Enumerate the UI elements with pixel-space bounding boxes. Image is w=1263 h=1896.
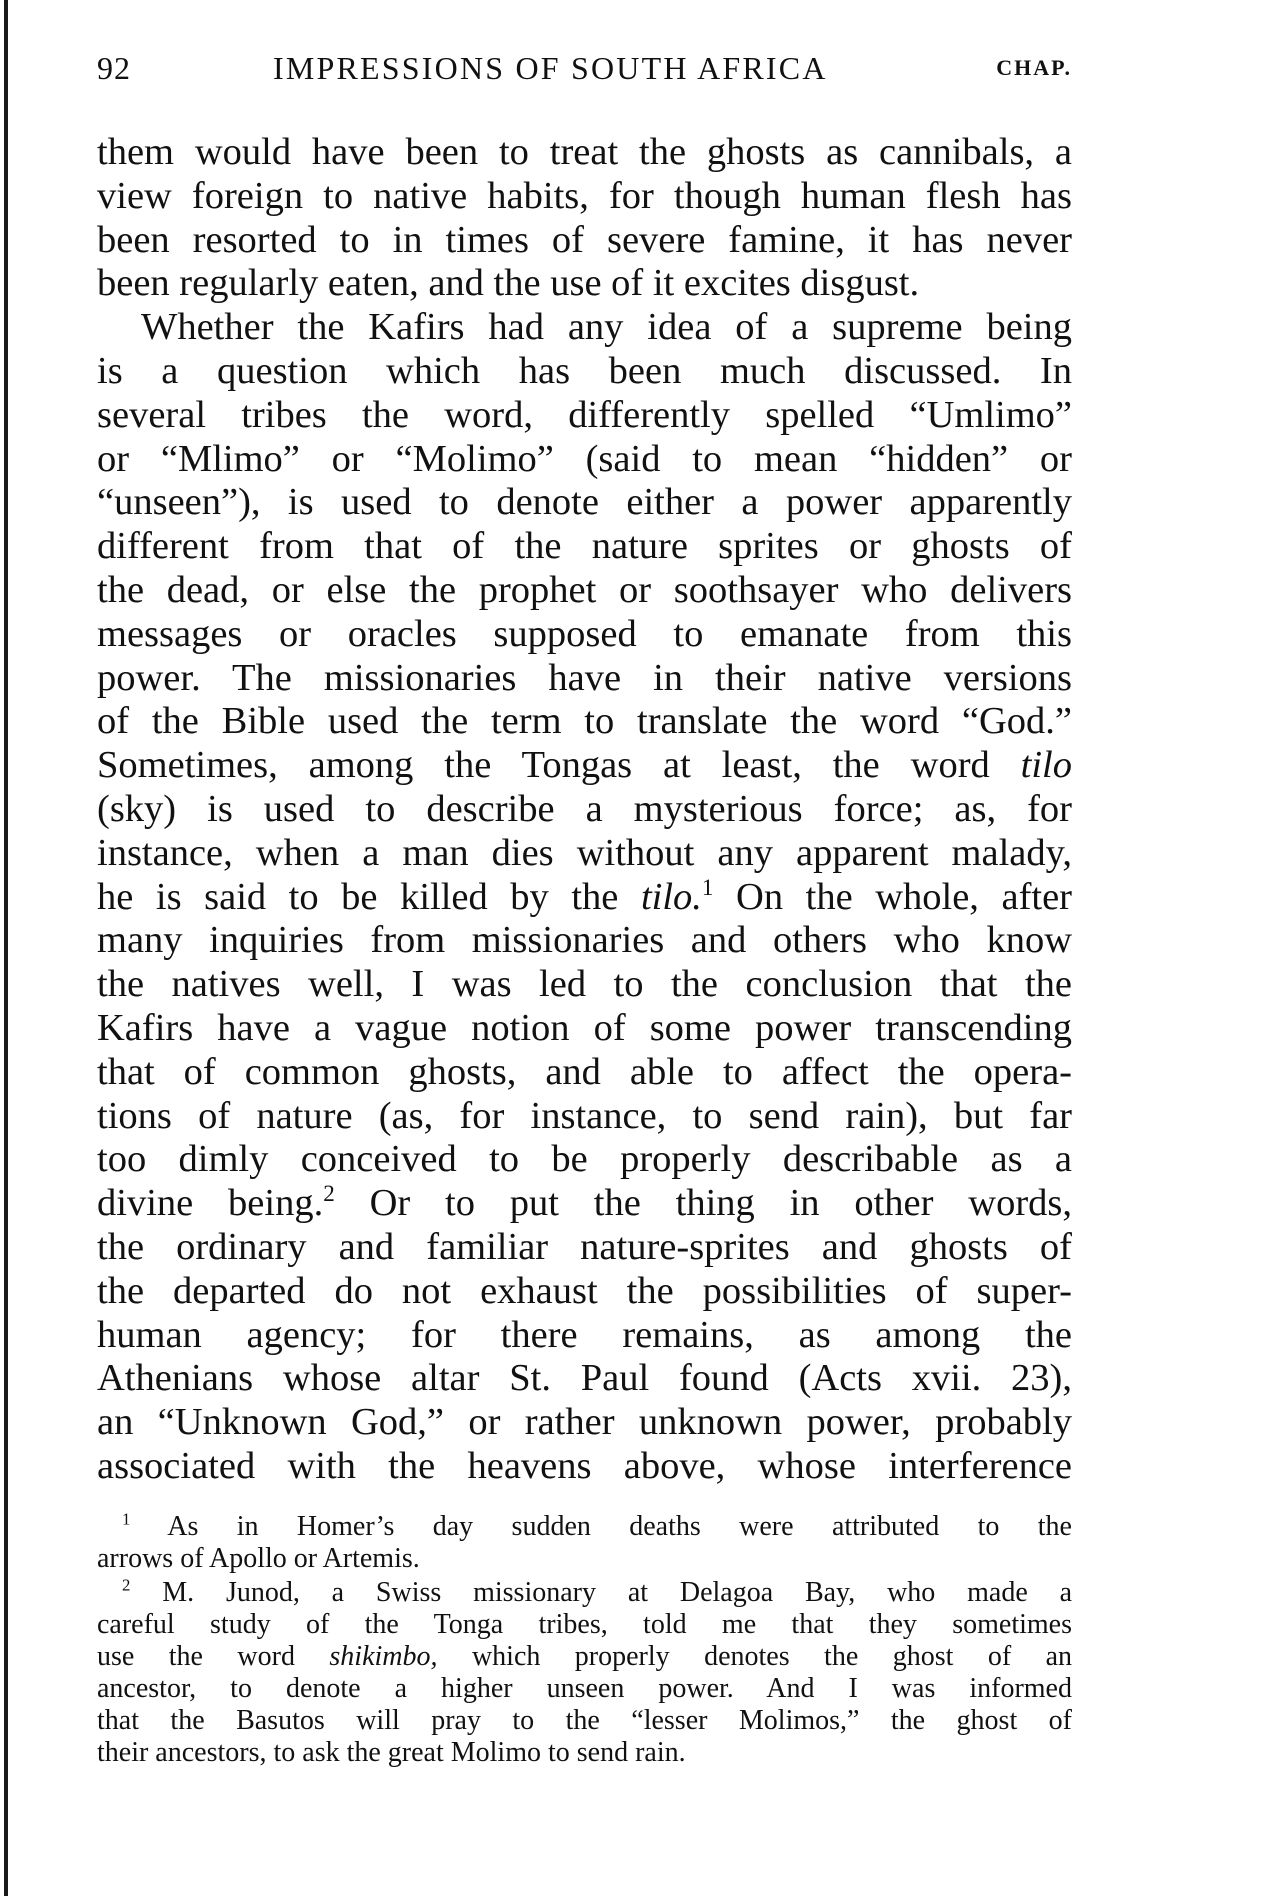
page-edge-line [4,0,8,1896]
text-line: associated with the heavens above, whose interference [97,1444,1072,1487]
text-segment: which properly denotes the ghost of an [471,1641,1073,1672]
text-line [97,1182,1072,1226]
footnote-ref-2: 2 [323,1180,335,1207]
footnote-2-line [97,1577,1072,1609]
footnote-marker-1: 1 [122,1509,131,1529]
footnote-1-line: arrows of Apollo or Artemis. [97,1543,420,1574]
text-line: that of common ghosts, and able to affect the opera- [97,1050,1072,1093]
text-segment: On the whole, after [736,875,1072,918]
text-line: human agency; for there remains, as among the [97,1313,1072,1356]
text-segment: Sometimes, among the Tongas at least, the word [97,744,990,787]
body-text [97,131,1072,1489]
chapter-abbrev: CHAP. [996,55,1072,80]
footnote-2-line [97,1641,1072,1673]
text-line: or “Mlimo” or “Molimo” (said to mean “hidden” or [97,437,1072,480]
italic-word-tilo: tilo. [640,875,702,918]
text-line: power. The missionaries have in their native versions [97,656,1072,699]
text-segment: divine being. [97,1182,324,1225]
text-line: is a question which has been much discussed. In [97,349,1072,392]
text-line: been regularly eaten, and the use of it excites disgust. [97,262,920,305]
text-segment: As in Homer’s day sudden deaths were attributed to the [167,1511,1072,1542]
text-line: many inquiries from missionaries and others who know [97,919,1072,962]
footnote-2-line: careful study of the Tonga tribes, told me that they sometimes [97,1609,1072,1640]
text-line: been resorted to in times of severe famine, it has never [97,218,1072,261]
text-line: the ordinary and familiar nature-sprites and ghosts of [97,1225,1072,1268]
text-line: different from that of the nature sprites or ghosts of [97,525,1072,568]
italic-word-tilo: tilo [1020,744,1072,787]
text-line: Kafirs have a vague notion of some power transcending [97,1006,1072,1049]
text-line: (sky) is used to describe a mysterious force; as, for [97,787,1072,830]
page-number: 92 [97,50,131,86]
text-segment: he is said to be killed by the [97,875,619,918]
text-line [97,873,1072,920]
text-line: several tribes the word, differently spelled “Umlimo” [97,393,1072,436]
italic-word-shikimbo: shikimbo, [329,1641,438,1672]
text-line: the natives well, I was led to the conclusion that the [97,963,1072,1006]
text-segment: use the word [97,1641,295,1672]
footnote-ref-1: 1 [701,873,714,900]
text-line: Whether the Kafirs had any idea of a supreme being [141,306,1072,349]
text-line: of the Bible used the term to translate the word “God.” [97,700,1072,743]
footnote-2-line: ancestor, to denote a higher unseen power. And I was informed [97,1673,1072,1704]
text-line: an “Unknown God,” or rather unknown power, probably [97,1401,1072,1444]
footnote-1-line [97,1511,1072,1543]
footnote-2-line: that the Basutos will pray to the “lesser Molimos,” the ghost of [97,1705,1072,1736]
footnote-marker-2: 2 [122,1575,131,1595]
text-line: tions of nature (as, for instance, to send rain), but far [97,1094,1072,1137]
text-line: too dimly conceived to be properly describable as a [97,1138,1072,1181]
running-title: IMPRESSIONS OF SOUTH AFRICA [273,50,828,86]
text-segment: Or to put the thing in other words, [369,1182,1072,1225]
text-line: the departed do not exhaust the possibilities of super- [97,1269,1072,1312]
text-line [97,744,1072,788]
text-line: instance, when a man dies without any apparent malady, [97,831,1072,874]
text-line: view foreign to native habits, for though human flesh has [97,174,1072,217]
text-segment: M. Junod, a Swiss missionary at Delagoa Bay, who made a [162,1577,1072,1608]
text-line: “unseen”), is used to denote either a power apparently [97,481,1072,524]
text-line: messages or oracles supposed to emanate from this [97,612,1072,655]
footnotes [97,1511,1072,1769]
text-line: the dead, or else the prophet or soothsayer who delivers [97,568,1072,611]
text-line: them would have been to treat the ghosts as cannibals, a [97,131,1072,173]
text-line: Athenians whose altar St. Paul found (Acts xvii. 23), [97,1357,1072,1400]
footnote-2-line: their ancestors, to ask the great Molimo to send rain. [97,1737,686,1768]
